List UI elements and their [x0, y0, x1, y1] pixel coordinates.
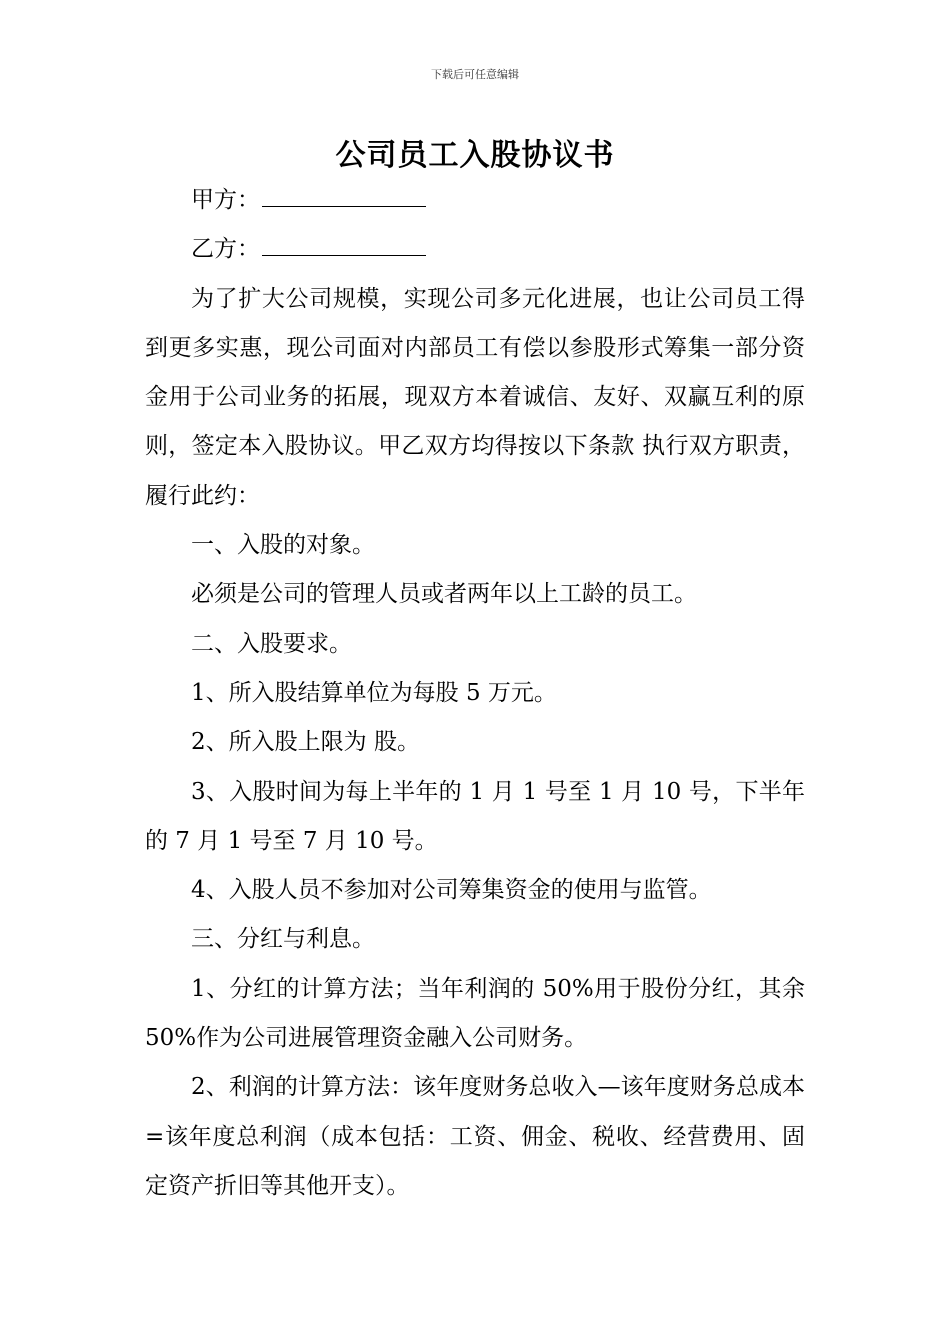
- section-1-heading: 一、入股的对象。: [191, 532, 375, 559]
- party-a-label: 甲方：: [191, 187, 260, 213]
- party-b-line: [145, 225, 805, 274]
- party-a-line: [145, 176, 805, 225]
- document-body: [145, 176, 805, 1211]
- party-b-label: 乙方：: [191, 236, 260, 263]
- section-3-item-1: 1、分红的计算方法；当年利润的 50%用于股份分红，其余 50%作为公司进展管理资金融入公司财务。: [145, 975, 805, 1052]
- header-note: 下载后可任意编辑: [431, 68, 519, 81]
- document-title: 公司员工入股协议书: [335, 138, 615, 173]
- section-2-heading: 二、入股要求。: [191, 630, 352, 657]
- section-3-item-2: 2、利润的计算方法：该年度财务总收入—该年度财务总成本=该年度总利润（成本包括：工资、佣金、税收、经营费用、固定资产折旧等其他开支）。: [145, 1074, 805, 1199]
- intro-paragraph: 为了扩大公司规模，实现公司多元化进展，也让公司员工得到更多实惠，现公司面对内部员工有偿以参股形式筹集一部分资金用于公司业务的拓展，现双方本着诚信、友好、双赢互利的原则，签定本入股协议。甲乙双方均得按以下条款 执行双方职责，履行此约：: [145, 285, 805, 509]
- section-2-item-4: 4、入股人员不参加对公司筹集资金的使用与监管。: [191, 877, 712, 904]
- section-3-heading: 三、分红与利息。: [191, 926, 375, 953]
- section-2-item-3: 3、入股时间为每上半年的 1 月 1 号至 1 月 10 号，下半年的 7 月 1 号至 7 月 10 号。: [145, 778, 805, 854]
- party-a-blank: [262, 184, 426, 207]
- section-2-item-2: 2、所入股上限为 股。: [191, 729, 420, 756]
- party-b-blank: [262, 233, 426, 256]
- section-2-item-1: 1、所入股结算单位为每股 5 万元。: [191, 679, 557, 706]
- section-1-text: 必须是公司的管理人员或者两年以上工龄的员工。: [191, 581, 697, 608]
